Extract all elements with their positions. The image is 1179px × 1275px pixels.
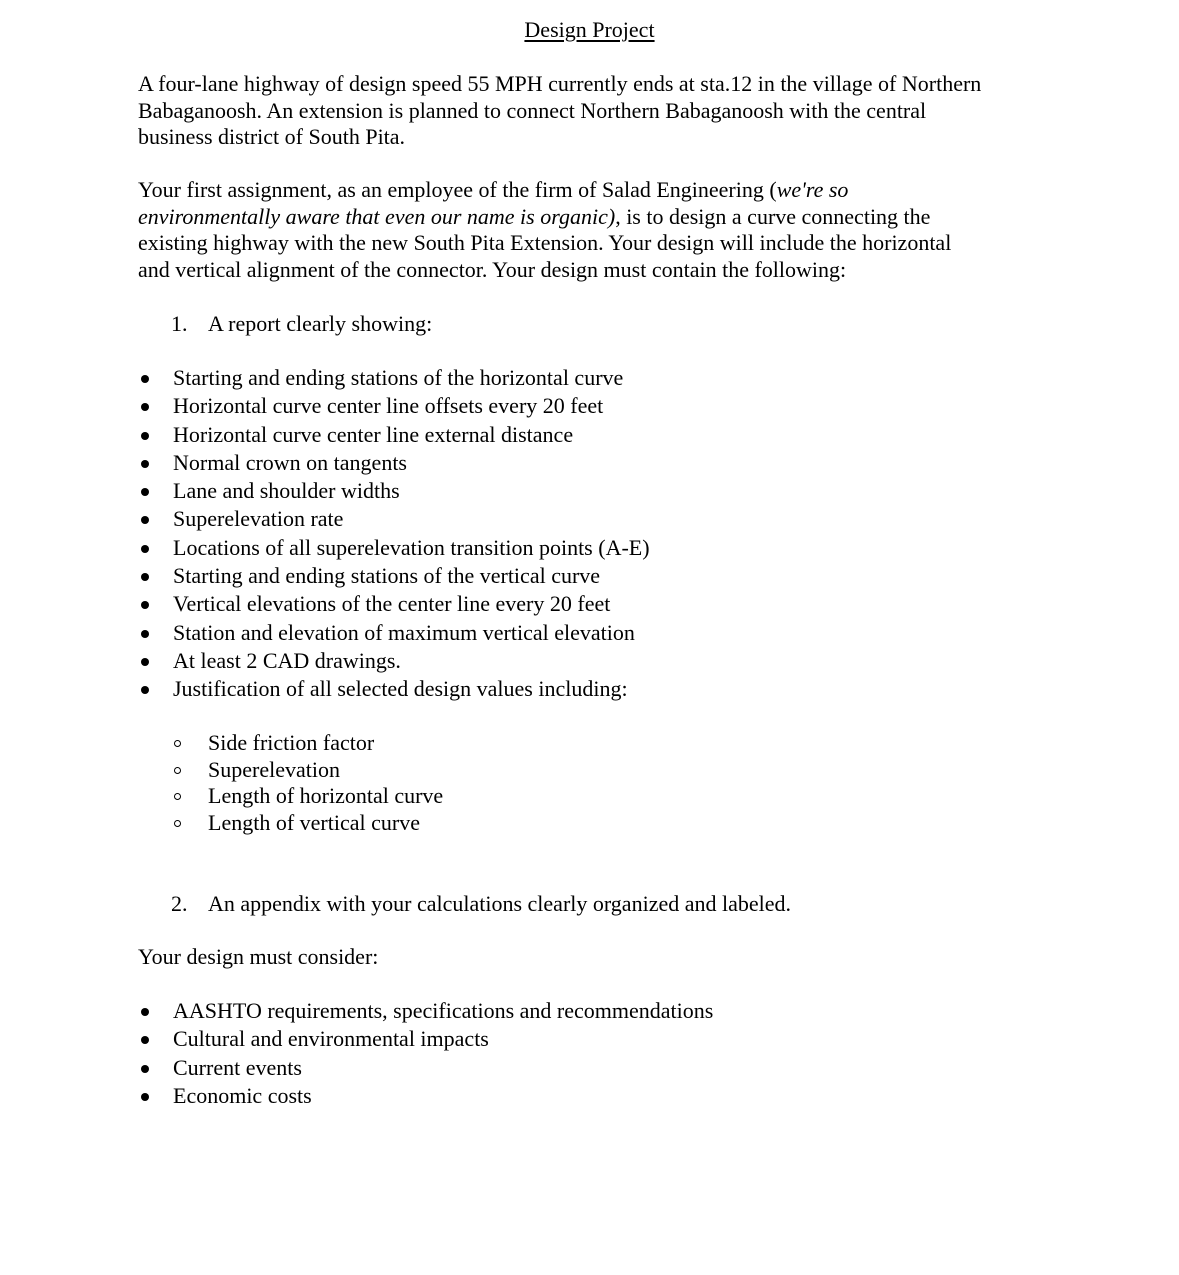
list-item-text: Side friction factor bbox=[208, 730, 375, 755]
numbered-item-1 bbox=[171, 310, 432, 338]
assignment-line-1 bbox=[138, 177, 1038, 204]
list-item-text: Vertical elevations of the center line every 20 feet bbox=[173, 591, 611, 617]
intro-paragraph bbox=[138, 71, 1038, 151]
list-item-text: Length of horizontal curve bbox=[208, 783, 444, 809]
list-item bbox=[172, 729, 443, 756]
numbered-item-2 bbox=[171, 890, 791, 918]
intro-line-1: A four-lane highway of design speed 55 MPH currently ends at sta.12 in the village of Northern bbox=[138, 71, 982, 96]
list-item bbox=[172, 809, 443, 836]
bullet-icon bbox=[141, 488, 149, 496]
list-item-text: Lane and shoulder widths bbox=[173, 478, 400, 504]
list-item-text: Starting and ending stations of the vertical curve bbox=[173, 563, 601, 589]
intro-line-2: Babaganoosh. An extension is planned to connect Northern Babaganoosh with the central bbox=[138, 97, 927, 123]
bullet-icon bbox=[141, 601, 149, 609]
list-item bbox=[138, 364, 650, 392]
list-item bbox=[138, 1082, 713, 1110]
list-item bbox=[138, 562, 650, 590]
list-item-text: Starting and ending stations of the horizontal curve bbox=[173, 365, 624, 390]
bullet-icon bbox=[141, 545, 149, 553]
list-item-text: Station and elevation of maximum vertical elevation bbox=[173, 619, 635, 645]
list-item bbox=[138, 505, 650, 533]
list-item-text: Horizontal curve center line offsets every 20 feet bbox=[173, 393, 604, 419]
list-item-text: At least 2 CAD drawings. bbox=[173, 647, 401, 673]
bullet-icon bbox=[141, 1093, 149, 1101]
bullet-icon bbox=[141, 686, 149, 694]
assignment-line-1-text: Your first assignment, as an employee of the firm of Salad Engineering ( bbox=[138, 177, 777, 202]
list-item-text: Superelevation rate bbox=[173, 506, 344, 532]
bullet-icon bbox=[141, 375, 149, 383]
numbered-item-1-number: 1. bbox=[171, 311, 188, 336]
assignment-line-2 bbox=[138, 204, 1038, 231]
list-item bbox=[138, 675, 650, 703]
list-item-text: Length of vertical curve bbox=[208, 810, 420, 836]
list-item bbox=[172, 756, 443, 783]
numbered-item-2-text: An appendix with your calculations clearly organized and labeled. bbox=[208, 891, 791, 916]
list-item-text: Cultural and environmental impacts bbox=[173, 1026, 489, 1052]
numbered-item-2-number: 2. bbox=[171, 891, 188, 916]
bullet-icon bbox=[141, 460, 149, 468]
list-item bbox=[138, 590, 650, 618]
list-item bbox=[138, 997, 713, 1025]
list-item-text: Locations of all superelevation transition points (A-E) bbox=[173, 534, 650, 560]
report-requirements-list bbox=[138, 364, 650, 704]
consider-heading: Your design must consider: bbox=[138, 944, 379, 969]
assignment-line-1-italic: we're so bbox=[776, 177, 849, 202]
bullet-icon bbox=[141, 630, 149, 638]
bullet-icon bbox=[141, 432, 149, 440]
hollow-bullet-icon bbox=[174, 740, 181, 747]
list-item-text: Justification of all selected design values including: bbox=[173, 676, 628, 702]
numbered-item-1-text: A report clearly showing: bbox=[208, 311, 433, 336]
bullet-icon bbox=[141, 516, 149, 524]
assignment-paragraph bbox=[138, 177, 1038, 283]
list-item bbox=[138, 1025, 713, 1053]
list-item bbox=[138, 647, 650, 675]
list-item-text: AASHTO requirements, specifications and recommendations bbox=[173, 998, 714, 1023]
bullet-icon bbox=[141, 573, 149, 581]
list-item bbox=[138, 392, 650, 420]
list-item bbox=[138, 477, 650, 505]
list-item-text: Superelevation bbox=[208, 756, 340, 782]
assignment-line-2-italic: environmentally aware that even our name is organic) bbox=[138, 203, 616, 229]
list-item bbox=[172, 782, 443, 809]
document-title: Design Project bbox=[524, 17, 655, 42]
list-item bbox=[138, 421, 650, 449]
list-item-text: Normal crown on tangents bbox=[173, 449, 407, 475]
bullet-icon bbox=[141, 658, 149, 666]
bullet-icon bbox=[141, 1008, 149, 1016]
hollow-bullet-icon bbox=[174, 793, 181, 800]
list-item-text: Current events bbox=[173, 1054, 302, 1080]
assignment-line-3: existing highway with the new South Pita Extension. Your design will include the horizontal bbox=[138, 230, 952, 256]
list-item bbox=[138, 534, 650, 562]
list-item bbox=[138, 619, 650, 647]
list-item-text: Economic costs bbox=[173, 1082, 312, 1108]
bullet-icon bbox=[141, 1065, 149, 1073]
hollow-bullet-icon bbox=[174, 767, 181, 774]
hollow-bullet-icon bbox=[174, 820, 181, 827]
list-item bbox=[138, 1054, 713, 1082]
bullet-icon bbox=[141, 1036, 149, 1044]
assignment-line-4: and vertical alignment of the connector. Your design must contain the following: bbox=[138, 256, 847, 282]
consider-list bbox=[138, 997, 713, 1110]
assignment-line-2-text: , is to design a curve connecting the bbox=[615, 203, 931, 229]
intro-line-3: business district of South Pita. bbox=[138, 124, 406, 150]
bullet-icon bbox=[141, 403, 149, 411]
list-item-text: Horizontal curve center line external distance bbox=[173, 421, 574, 447]
list-item bbox=[138, 449, 650, 477]
justification-sublist bbox=[172, 729, 443, 836]
